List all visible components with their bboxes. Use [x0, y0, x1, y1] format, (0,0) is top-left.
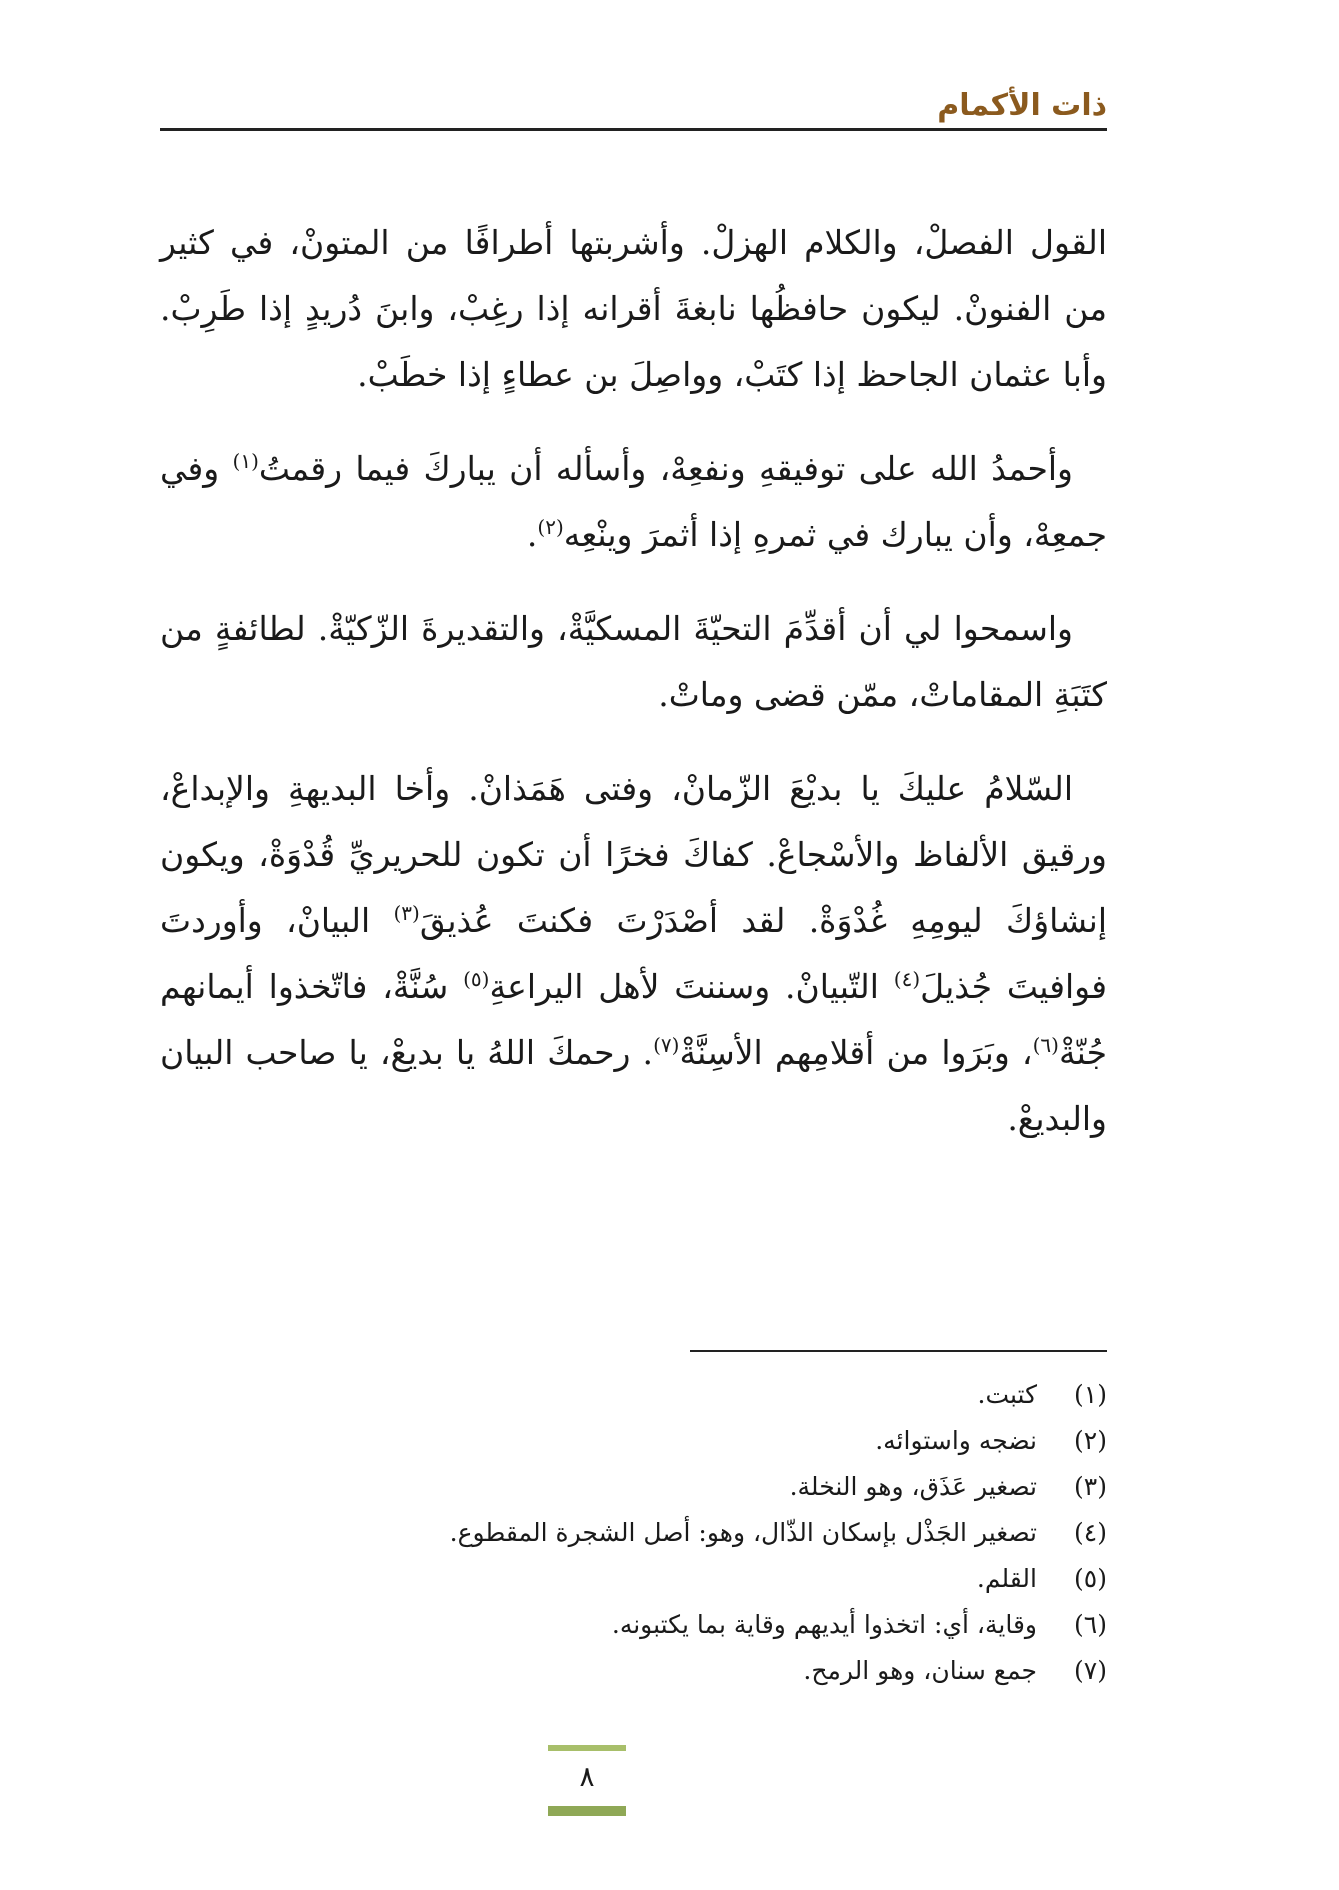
footnote-item — [160, 1372, 1107, 1418]
running-header-title: ذات الأكمام — [937, 88, 1107, 123]
footnote-ref[interactable]: (٣) — [393, 901, 420, 925]
footnote-item — [160, 1464, 1107, 1510]
page-number-bar-bottom — [548, 1806, 626, 1816]
footnote-ref[interactable]: (٦) — [1032, 1033, 1059, 1057]
footnote-ref[interactable]: (٧) — [653, 1033, 680, 1057]
paragraph-text: القول الفصلْ، والكلام الهزلْ. وأشربتها أطرافًا من المتونْ، في كثير من الفنونْ. ليكون حافظُها نابغةَ أقرانه إذا رغِبْ، وابنَ دُريدٍ إذا طَرِبْ. وأبا عثمان الجاحظ إذا كتَبْ، وواصِلَ بن عطاءٍ إذا خطَبْ. — [160, 223, 1107, 394]
footnote-number: (١) — [1074, 1380, 1107, 1409]
paragraph-text: السّلامُ عليكَ يا بديْعَ الزّمانْ، وفتى هَمَذانْ. وأخا البديهةِ والإبداعْ، ورقيق الألفاظ والأسْجاعْ. كفاكَ فخرًا أن تكون للحريريِّ قُدْوَةْ، ويكون إنشاؤكَ ليومِهِ غُدْوَةْ. لقد أصْدَرْتَ فكنتَ عُذيقَ — [160, 769, 1108, 940]
paragraph-text: واسمحوا لي أن أقدِّمَ التحيّةَ المسكيَّةْ، والتقديرةَ الزّكيّةْ. لطائفةٍ من كتَبَةِ المقاماتْ، ممّن قضى وماتْ. — [160, 609, 1107, 714]
footnote-item — [160, 1418, 1107, 1464]
paragraph-2 — [160, 436, 1107, 568]
footnote-number: (٥) — [1074, 1564, 1107, 1593]
footnote-text: كتبت. — [977, 1380, 1037, 1409]
footnote-text: تصغير عَذَق، وهو النخلة. — [789, 1472, 1037, 1501]
footnotes-list — [160, 1372, 1107, 1694]
page-number: ٨ — [579, 1760, 595, 1793]
paragraph-4 — [160, 756, 1107, 1152]
footnote-text: القلم. — [976, 1564, 1037, 1593]
footnote-divider — [690, 1350, 1107, 1352]
footnote-number: (٧) — [1074, 1656, 1107, 1685]
footnote-text: وقاية، أي: اتخذوا أيديهم وقاية بما يكتبونه. — [611, 1610, 1037, 1639]
paragraph-text: وفي جمعِهْ، وأن يبارك في ثمرهِ إذا أثمرَ وينْعِه — [160, 449, 1107, 554]
paragraph-text: ، وبَرَوا من أقلامِهم الأسِنَّةْ — [679, 1033, 1033, 1072]
paragraph-3 — [160, 596, 1107, 728]
footnote-number: (٦) — [1074, 1610, 1107, 1639]
paragraph-text: . رحمكَ اللهُ يا بديعْ، يا صاحب البيان والبديعْ. — [160, 1033, 1107, 1138]
footnote-ref[interactable]: (٥) — [463, 967, 490, 991]
paragraph-1 — [160, 210, 1107, 408]
paragraph-text: سُنَّةْ، فاتّخذوا أيمانهم جُنّةْ — [160, 967, 1107, 1072]
footnote-text: تصغير الجَذْل بإسكان الذّال، وهو: أصل الشجرة المقطوع. — [449, 1518, 1037, 1547]
footnote-text: نضجه واستوائه. — [875, 1426, 1037, 1455]
footnote-number: (٢) — [1074, 1426, 1107, 1455]
footnote-text: جمع سنان، وهو الرمح. — [803, 1656, 1037, 1685]
footnote-number: (٤) — [1074, 1518, 1107, 1547]
footnote-item — [160, 1602, 1107, 1648]
footnote-number: (٣) — [1074, 1472, 1107, 1501]
paragraph-text: وأحمدُ الله على توفيقهِ ونفعِهْ، وأسأله أن يباركَ فيما رقمتُ — [258, 449, 1073, 488]
footnote-ref[interactable]: (٤) — [893, 967, 921, 991]
page-number-bar-top — [548, 1745, 626, 1751]
paragraph-text: البيانْ، وأوردتَ فوافيتَ جُذيلَ — [160, 901, 1107, 1006]
footnote-item — [160, 1648, 1107, 1694]
paragraph-text: . — [526, 515, 538, 554]
paragraph-text: التّبيانْ. وسننتَ لأهل اليراعةِ — [489, 967, 894, 1006]
body-text — [160, 210, 1107, 1180]
footnote-ref[interactable]: (٢) — [537, 515, 564, 539]
footnote-item — [160, 1510, 1107, 1556]
footnote-ref[interactable]: (١) — [232, 449, 259, 473]
footnote-item — [160, 1556, 1107, 1602]
header-divider — [160, 128, 1107, 131]
